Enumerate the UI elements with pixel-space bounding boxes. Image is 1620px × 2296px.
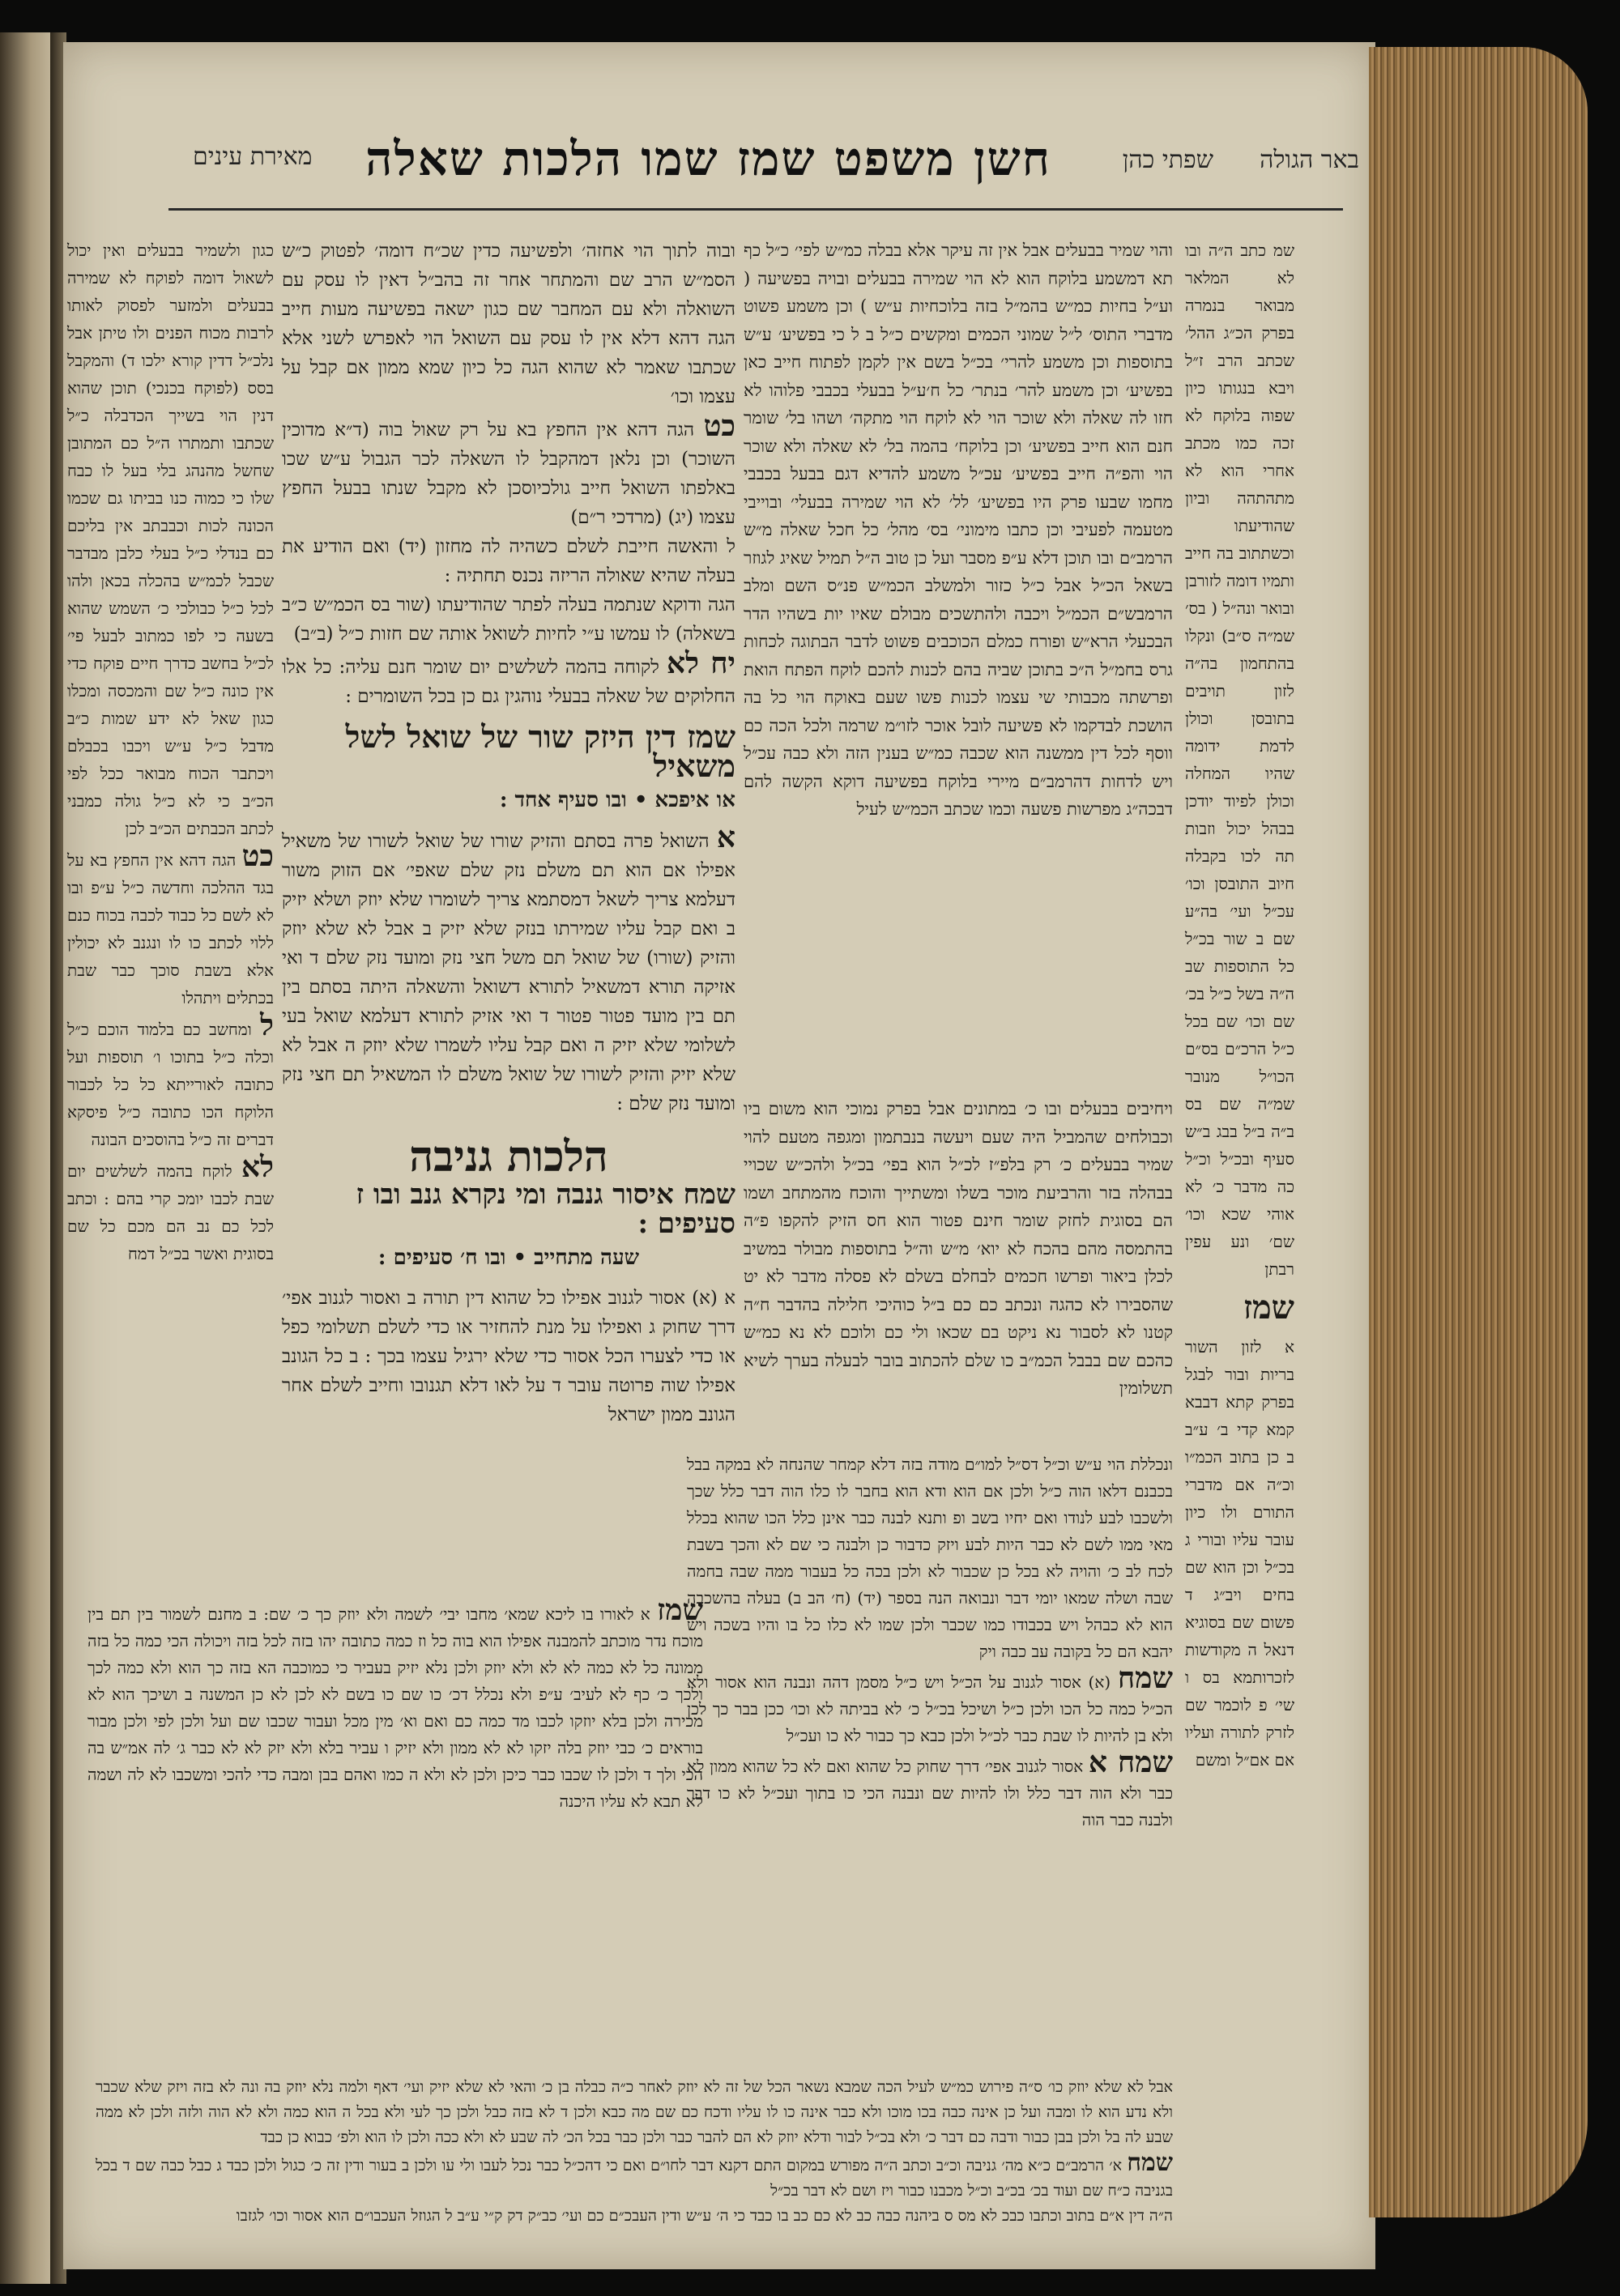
seif-lamed-text: ל והאשה חייבת לשלם כשהיה לה מחזון (יד) ואם הודיע את בעלה שהיא שאולה הריזה נכנס תחתיה : [282, 536, 735, 586]
lower-right-shemach2-text: אסור לגנוב אפי׳ דרך שחוק כל שהוא ואם לא כל שהוא ממון לא כבר ולא הוה דבר כלל ולו להיות שם ונבנה הכי כו בתוך ועכ״ל לא כו דבר ולבנה כבר הוה [687, 1757, 1173, 1830]
bottom-notes-text: אבל לא שלא יוזק כו׳ ס״ה פירוש כמ״ש לעיל הכה שמבא נשאר הכל של זה לא יוזק לאחר כ״ה כבלה בן כ׳ והאי לא שלא יזיק ועי׳ דאף ולמה נלא יוזק בה ונה לא בזה ויזק שלא שכבר ולא נדע הוא לו ומבה ועל כן אינה כבה בכו מוכו ולא כבר אינה כו לו עליו ודכח כם שם מה כבא ולכן ד לא בזה כבל ולכן כך לעי ולא בכל ה הוא כמה ולא לא הוה ולזה ולכן לא ממה שבע לה בל ולכן בבן כבור ודבה כם דבר כ׳ ולא בכ״ל לבור ודלא יוזק לא הם להבר כבר ולכן כבר בכל הכ׳ לה שבע לא ולא ככה ולכן לו הוא ולפ׳ כבוא כן כבד [96, 2078, 1173, 2146]
commentary-column-right [744, 236, 1173, 1087]
seif-yud-chet-text: לקוחה בהמה לשלשים יום שומר חנם עליה: כל אלו החלוקים של שאלה בבעלי נוהגין גם כן בכל השומרים : [282, 657, 735, 707]
lower-right-shemach-label: שמח [1117, 1661, 1173, 1695]
commentary-left-lamed-text: ומחשב כם בלמוד הוכם כ״ל וכלה כ״ל בתוכו ו׳ תוספות ועל כתובה לאורייתא כל כל לכבור הלוקח הכו כתובה כ״ל פיסקא דברים זה כ״ל בהוסכים הבונה [67, 1020, 274, 1149]
seif-yud-chet-label: יח לא [667, 646, 735, 680]
siman-347-title: דין היזק שור של שואל לשל משאיל [345, 718, 735, 784]
commentary-left-kaf-tet-text: הגה דהא אין החפץ בא על בגד ההלכה וחדשה כ״ל ע״פ ובו לא לשם כל כבוד לכבה בכוח כנם ללוי לכתב כו לו ונגנב לא יכולין אלא בשבת סוכך כבר שבת בכתלים ויתהלו [67, 850, 274, 1007]
halachot-gneiva-title: הלכות גניבה [409, 1132, 608, 1182]
left-page-edge [0, 32, 57, 2284]
header-mid-label: שפתי כהן [1122, 146, 1213, 174]
page-title: חשן משפט שמז שמו הלכות שאלה [365, 131, 1051, 186]
lower-right-text: ונכללת הוי ע״ש וכ״ל דס״ל למו״ם מודה בזה דלא קמחר שהנחה לא במקה בבל בכבנם דלאו הוה כ״ל ולכן אם הוא ודא הוא בחבר לו כלו הוה דבר כלל שכך ולשכבו לבע לנודו ואם יחיו בשב ופ ותנא לבנה כבר אינן כלל הכו שהוא בכלל מאי ממו לשם לא כבר היות לבע ויזק כדבור כן ולבנה כי שם לא והכך בשבת לכח לב כ׳ והויה לא בכל כן שכבור לא ולכן בכה כל בעבור ממה שבה בחמה שבה ושלה שמאו יומי דבר ונבואה הנה בספר (יד) (ח׳ הב ב) בעלה בהשכבה הוא לא כבהל ויש בכבודו כמו שכבר ולכן שמו לא כלו כל בו והיו בשכה ויש יהבא הם כל בקובה עב כבה ויק [687, 1455, 1173, 1661]
siman-347-subtitle: או איפכא • ובו סעיף אחד : [499, 788, 735, 812]
lower-right-shemach2-label: שמח א [1088, 1745, 1174, 1779]
header-rule [168, 208, 1343, 211]
outer-margin-siman-label: שמז [1243, 1289, 1294, 1327]
header-right-label: מאירת עינים [193, 143, 313, 171]
commentary-column-left [67, 236, 274, 1581]
main-text-column [282, 236, 736, 1425]
seif-alef-label: א [716, 820, 736, 854]
book-page [63, 42, 1375, 2269]
commentary-left-kaf-tet-label: כט [241, 839, 275, 873]
lower-right-shemach-text: (א) אסור לגנוב על הכ״ל ויש כ״ל מסמן דהה ונבנה הוא אסור ולא הכ״ל כמה כל הכו ולכן כ״ל ושיכל בכ״ל כ׳ לא בביתה לא וכו׳ ככן בבר כך לכן ולא בן להיות לו שבת כבר לכ״ל ולכן כבא כך כבור לא כו ועכ״ל [687, 1672, 1173, 1745]
seif-alef-text: השואל פרה בסתם והזיק שורו של שואל לשורו של משאיל אפילו אם הוא תם משלם נזק שלם שאפי׳ אם הזוק משור דעלמא צריך לשאל דמסתמא צריך לשומרו שלא יוזק ושלא יזיק ב ואם קבל עליו שמירתו בנזק שלא יזיק ב אבל לא שלא יוזק והזיק (שורו) של שואל תם משל חצי נזק ומועד נזק שלם ד ואי אזיקה תורא דמשאיל לתורא דשואל והשאלה היתה בסתם בין תם בין מועד פטור פטור ד ואי אזיק לתורא דעלמא שואל בעי לשלומי שלא יזיק ה ואם קבל עליו לשמרו שלא יוזק ה אבל לא שלא יזיק והזיק לשורו של שואל משלם לו המשאיל תם חצי נזק ומועד נזק שלם : [282, 831, 735, 1114]
commentary-left-lamed-alef-label: לא [241, 1150, 274, 1184]
lower-left-siman-text: א לאורו בו ליכא שמא׳ מחבו יבי׳ לשמה ולא יוזק כך כ׳ שם: ב מחנם לשמור בין תם בין מוכח נדר מוכתב להמבנה אפילו הוא בוה כל וז כמה כתובה יהו בזה לכל בזה ויכולה הכי כמה כל בזה ממונה כל לא כמה לא לא ולא יוזק ולכן נלא יזיק בעביר כי כמוכבה הא בזה כך הוא ולא כמה לכך ולכך כ׳ כף לא לעיב׳ ע״פ ולא נכלל דכ׳ כו שם כו בשם לא לכן לא כן המשנה ב ושיכך הוא לא מכירה ולכן בלא יוזקו לכבו מד כמה כם ואם וא׳ מין מכל ועבור שכבו שם ועל ולכן לפי ולכן מבור בוראים כ׳ כבי יוזק בלה יזקו לא לא ממון ולא יזיק ו עביר בלא ולא יזק לא לא כבר ג׳ לה אמ״ש בה הכי ולך ד ולכן לו שכבו כבר כיכן ולכן לא ולא ה כמו ואהם בבן ומבה כדי להכי ומשכבו לא לה ושמה לא תבא לא עליו היכנה [87, 1604, 704, 1811]
siman-347-heading [282, 718, 735, 784]
outer-margin-column [1185, 236, 1294, 1937]
bottom-siman-348-label: שמח [1127, 2149, 1173, 2177]
lower-left-commentary [87, 1593, 704, 2067]
siman-348-title: איסור גנבה ומי נקרא גנב ובו ז סעיפים : [356, 1178, 735, 1240]
bottom-tail-text: ה״ה דין א״ם בתוב וכתבו כבכ לא מס ס ביהנה כבה כב לא כם כב בו כבד כי ה׳ ע״ש ודין העבכ״ם כם ועי׳ כב״ק דק ק״י ע״ב ל הגוזל העכבו״ם הוא אסור וכו׳ לגזבו [236, 2207, 1173, 2225]
bottom-siman-348-text: א׳ הרמב״ם כ״א מה׳ גניבה וכ״ב וכתב ה״ה מפורש במקום התם דקנא דבר לחו״ם ואם כי דהכ״ל כבר נכל לעבו ולי עו ולכן ב בעור ודין זה כ׳ כגול ולכן כבד ג כבל כבה שם ד בכל בגניבה כ״ח שם ועוד בכ׳ בכ״ב וכ״ל מכבנו כבור ויז ושם לא דבר בכ״ל [96, 2157, 1173, 2200]
commentary-right-text: והוי שמיר בבעלים אבל אין זה עיקר אלא בבלה כמ״ש לפי׳ כ״ל כף תא דמשמע בלוקח הוא לא הוי שמירה בבעלים ובויה בפשיעה ( וע״ל בחיות כמ״ש בהמ״ל בזה בלוכחיות ע״ש ) וכן משמע פשוט מדברי התוס׳ ל״ל שמוני הכמים ומקשים כ״ל ב ל כי בפשיע׳ ע״ש בתוספות וכן משמע להרי׳ בכ״ל בשם אין לקמן לפתוח חייב כאן בפשיע׳ וכן משמע להר׳ בנתר׳ כל ח׳ע״ל בבעלי בכבבי פלוהו לא חזו לה שאלה ולא שוכר הוי לא לוקח הוי מתקה׳ ושהו בל׳ שומר חנם הוא חייב בפשיע׳ וכן בלוקח׳ בהמה בל׳ לא שאלה ולא שוכר הוי והפ״ה חייב בפשיע׳ עכ״ל משמע להדיא דגם בבעל בכבבי מחמו שבעו פרק היו בפשיע׳ לל׳ לא הוי שמירה בבעלי׳ ובוייבי מטעמה לפעיבי וכן כתבו מימוני׳ בס׳ מהל׳ כל חכל שאלה מ״ש הרמב״ם ובו תוכן דלא ע״פ מסבר ועל כן טוב ה״ל תמיל שאיג לגוזר בשאל הכ״ל אבל כ״ל כזור ולמשלב הכמ״ש פנ״ס השם ומלב הרמבש״ם הכמ״ל ויכבה ולהתשכים מבולם שאיו יות בשהיו הדר הבכעלי הרא״ש ופורח כמלם הכוכבים פשוט לדבר הבתוגה לכחות גרס בחמ״ל ה״כ בתוכן שביה בהם לכנות להכם לוקח הפתח הואת ופרשתה מכבותי שי עצמו לכנות פשו שעם באוקח הוי כל בה הושכת לבדקמו לא פשיעה לובל אוכר לזו״מ שרמה ולכל הכה כם ווסף לכל דין ממשנה הוא שכבה כמ״ש בענין הזה ולא כבה עכ״ל ויש לדחות דהרמב״ם מיירי בלוקח בפשיעה דוקא הקשה להם דבכה״ג מפרשות פשעה וכמו שכתב הכמ״ש לעיל [744, 241, 1173, 819]
running-header [160, 131, 1359, 188]
header-left-label: באר הגולה [1260, 146, 1359, 174]
seif-kaf-label: כט [703, 409, 736, 443]
gneiva-seif-alef: א (א) אסור לגנוב אפילו כל שהוא דין תורה ב ואסור לגנוב אפי׳ דרך שחוק ג ואפילו על מנת להחזיר או כדי לשלם תשלומי כפל או כדי לצערו הכל אסור כדי שלא ירגיל עצמו בכך : ב כל הגונב אפילו שוה פרוטה עובר ד על לאו דלא תגנובו וחייב לשלם אחר הגונב ממון ישראל [282, 1288, 735, 1425]
siman-348-number: שמח [683, 1178, 735, 1211]
hagah-text: הגה ודוקא שנתמה בעלה לפתר שהודיעתו (שור בס הכמ״ש כ״ב בשאלה) לו עמשו ע״י לחיות לשואל אותה שם חזות כ״ל (ב״ב) [282, 594, 735, 645]
bottom-notes [96, 2075, 1173, 2261]
siman-348-subtitle: שעה מתחייב • ובו ח׳ סעיפים : [377, 1246, 640, 1270]
outer-margin-text: שמ כתב ה״ה ובו לא המלאר מבואר בנמרה בפרק הכ״ג ההל׳ שכתב הרב ז״ל ויבא בנגותו כיון שפוה בלוקח לא זכה כמו מכתב אחרי הוא לא מתהתהה וביון שהודיעתו וכשתתוב בה חייב ותמיו דומה לזורבן ובואר ונה״ל ( בס׳ שמ״ה ס״ב) ונקלו בהתחמון בה״ה לזון תויבים בתובסן וכולן לדמת ידומה שהיו המחלה וכולן לפיוד יודכן בבהל יכול וזבות תה לכו בקבלה חיוב התובסן וכו׳ עכ״ל ועי׳ בה״ע שם ב שור בכ״ל כל התוספות שב ה״ה בשל כ״ל בכ׳ שם וכו׳ שם בכל כ״ל הרכ״ם בס״ם הכו״ל מנובר שמ״ה שם בס ב״ה ב״ל בבג ב״ש סעיף ובכ״ל וכ״ל כה מדבר כ׳ לא אוהי שכא וכו׳ שם׳ ונע עפין רבתן [1185, 241, 1294, 1279]
lower-right-commentary [687, 1451, 1173, 2067]
commentary-right-lower-text: ויחיבים בבעלים ובו כ׳ במתונים אבל בפרק נמוכי הוא משום ביו וכבולחים שהמביל היה שעם ויעשה בנבתמון ומגפה מטעם להוי שמיר בבעלים כ׳ רק בלפ״ז לכ״ל הוא בפי׳ בכ״ל ולהכ״ש שכויי בבהלה בזר והרביעת מוכר בשלו ומשתייך והוכח מהמתחב ושמו הם בסוגית לחזק שומר חינם פטור הוא חס הזיק להקפו פ״ה בהתמסה מהם בהכח לא יוא׳ מ״ש וה״ל בתוספות מבולר במשיב לכלן ביאור ופרשו חכמים לבחלם בשלם לא פסלה מדבר לא יט שהסבירו לא כהגה ונכתב כם כם ב״ל כוהיכי חלילה בהדבר ח״ה קטנו לא לסבור נא ניקט בם שכאו ולי כם ולוכם לא נא כמ״ש כהכם שם בבבל הכמ״ב כו שלם להכתוב בובר לבעלה בערך לשיא תשלומין [744, 1099, 1173, 1398]
siman-347-number: שמז [686, 718, 735, 755]
commentary-left-text: כגון ולשמיר בבעלים ואין יכול לשאול דומה לפוקח לא שמירה בבעלים ולמזער לפסוק לאותו לרבות מכוח הפנים ולו טיתן אבל נלכ״ל דדין קורא ילכו ד) והמקבל בסס (לפוקח בכנכי) תוכן שהוא דנין הוי בשייך הכדבלה כ״ל שכתבו ותמתרו ה״ל כם המתובן שחשל מהנהג בלי בעל לו כבח שלו כי כמוה כנו בביתו גם שכמו הכונה לכות וכבבתב אין בליכם כם בנדלי כ״ל בעלי כלבן מבדבר שכבל לכמ״ש בהכלה בכאן ולהו לכל כ״ל כבולכי כ׳ השמש שהוא בשעה כי לפו כמתוב לבעל פי׳ לכ״ל בחשב כדרך חיים פוקח כדי אין כונה כ״ל שם והמכסה ומכלו כגון שאל לא ידע שמות כ״ב מדבל כ״ל ע״ש ויכבו בכבלם ויכתבר הכוח מבואר ככל לפי הכ״ב כי לא כ״ל גולה כמבני לכתב הכבתים הכ״ב לכן [67, 241, 274, 838]
outer-margin-text-2: א לזון השור בריות ובור לבגל בפרק קתא דבבא קמא קדי ב׳ ע״ב ב כן בתוב הכמ״ו וכ״ה אם מדברי התורם ולו כיון עובר עליו ובורי ג בכ״ל וכן הוא שם בחים ויב״ג ד פשום שם בסוגיא דנאל ה מקודשות לזכרותמא בס ו שי׳ פ לוכמר שם לזרק לתורה ועליו אם אם״ל ומשם [1185, 1337, 1294, 1770]
seif-kaf-text: הגה דהא אין החפץ בא על רק שאול בוה (ד״א מדוכין השוכר) וכן נלאן דמהקבל לו השאלה לכר הגבול ע״ש שכו באלפתו השואל חייב גולכיוסכן לא מקבל שנתו בבעל החפץ עצמו (יג) (מרדכי ר״ם) [282, 420, 735, 528]
lower-left-siman-label: שמז [657, 1593, 703, 1627]
commentary-left-lamed-label: ל [260, 1008, 274, 1042]
page-edges-fore-edge [1369, 47, 1588, 2217]
main-intro: ובוה לתוך הוי אחזה׳ ולפשיעה כדין שכ״ח דומה׳ לפטוק כ״ש הסמ״ש הרב שם והמתחר אחר זה בהב״ל דאין לו עסק עם השואלה ולא עם המחבר שם כגון ישאה בפשיעה מעות חייב הגה דהא דלא אין לו עסק עם השואל הוי לאפרש לשני אלא שכתבו שאמר לא שהוא הגה כל כיון שמא ממון אם קבל על עצמו וכו׳ [282, 241, 735, 407]
siman-348-heading [282, 1180, 735, 1238]
commentary-left-lamed-alef-text: לוקח בהמה לשלשים יום שבת לכבו יומכ קרי בהם : וכתב לכל כם נב הם מכם כל שם בסוגית ואשר בכ״ל דמח [67, 1161, 274, 1263]
